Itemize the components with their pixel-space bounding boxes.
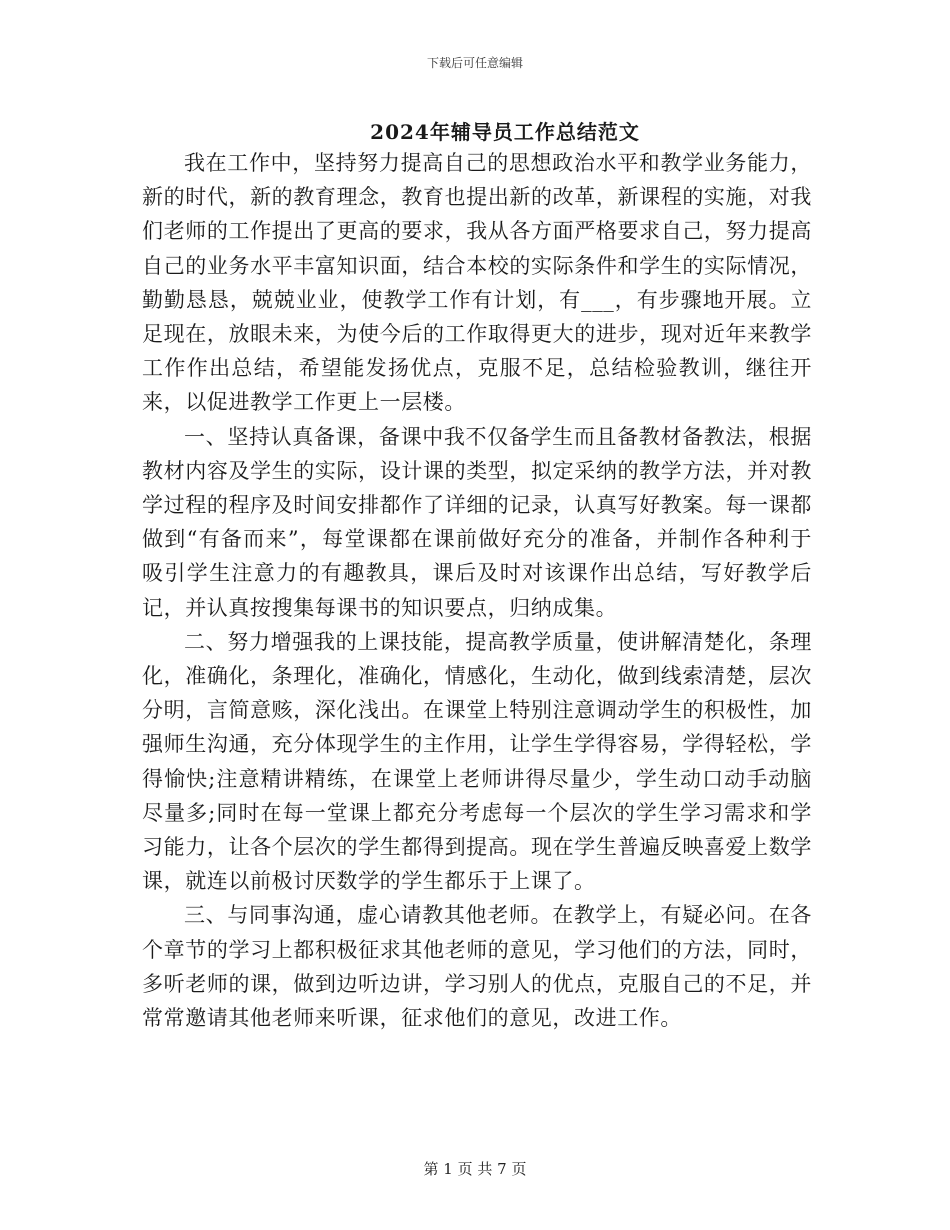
document-title: 2024年辅导员工作总结范文 [370,120,640,144]
paragraph-intro: 我在工作中，坚持努力提高自己的思想政治水平和教学业务能力，新的时代，新的教育理念，教育也提出新的改革，新课程的实施，对我们老师的工作提出了更高的要求，我从各方面严格要求自己，努力提高自己的业务水平丰富知识面，结合本校的实际条件和学生的实际情况，勤勤恳恳，兢兢业业，使教学工作有计划，有___，有步骤地开展。立足现在，放眼未来，为使今后的工作取得更大的进步，现对近年来教学工作作出总结，希望能发扬优点，克服不足，总结检验教训，继往开来，以促进教学工作更上一层楼。 [142,151,812,415]
paragraph-section-two: 二、努力增强我的上课技能，提高教学质量，使讲解清楚化，条理化，准确化，条理化，准确化，情感化，生动化，做到线索清楚，层次分明，言简意赅，深化浅出。在课堂上特别注意调动学生的积极性，加强师生沟通，充分体现学生的主作用，让学生学得容易，学得轻松，学得愉快;注意精讲精练，在课堂上老师讲得尽量少，学生动口动手动脑尽量多;同时在每一堂课上都充分考虑每一个层次的学生学习需求和学习能力，让各个层次的学生都得到提高。现在学生普遍反映喜爱上数学课，就连以前极讨厌数学的学生都乐于上课了。 [142,629,812,894]
paragraph-section-one: 一、坚持认真备课，备课中我不仅备学生而且备教材备教法，根据教材内容及学生的实际，设计课的类型，拟定采纳的教学方法，并对教学过程的程序及时间安排都作了详细的记录，认真写好教案。每一课都做到“有备而来”，每堂课都在课前做好充分的准备，并制作各种利于吸引学生注意力的有趣教具，课后及时对该课作出总结，写好教学后记，并认真按搜集每课书的知识要点，归纳成集。 [142,424,812,620]
document-body [142,146,812,1035]
page-number-footer: 第 1 页 共 7 页 [423,1160,527,1178]
page-header-note: 下载后可任意编辑 [426,56,523,70]
paragraph-section-three: 三、与同事沟通，虚心请教其他老师。在教学上，有疑必问。在各个章节的学习上都积极征求其他老师的意见，学习他们的方法，同时，多听老师的课，做到边听边讲，学习别人的优点，克服自己的不足，并常常邀请其他老师来听课，征求他们的意见，改进工作。 [142,903,812,1031]
